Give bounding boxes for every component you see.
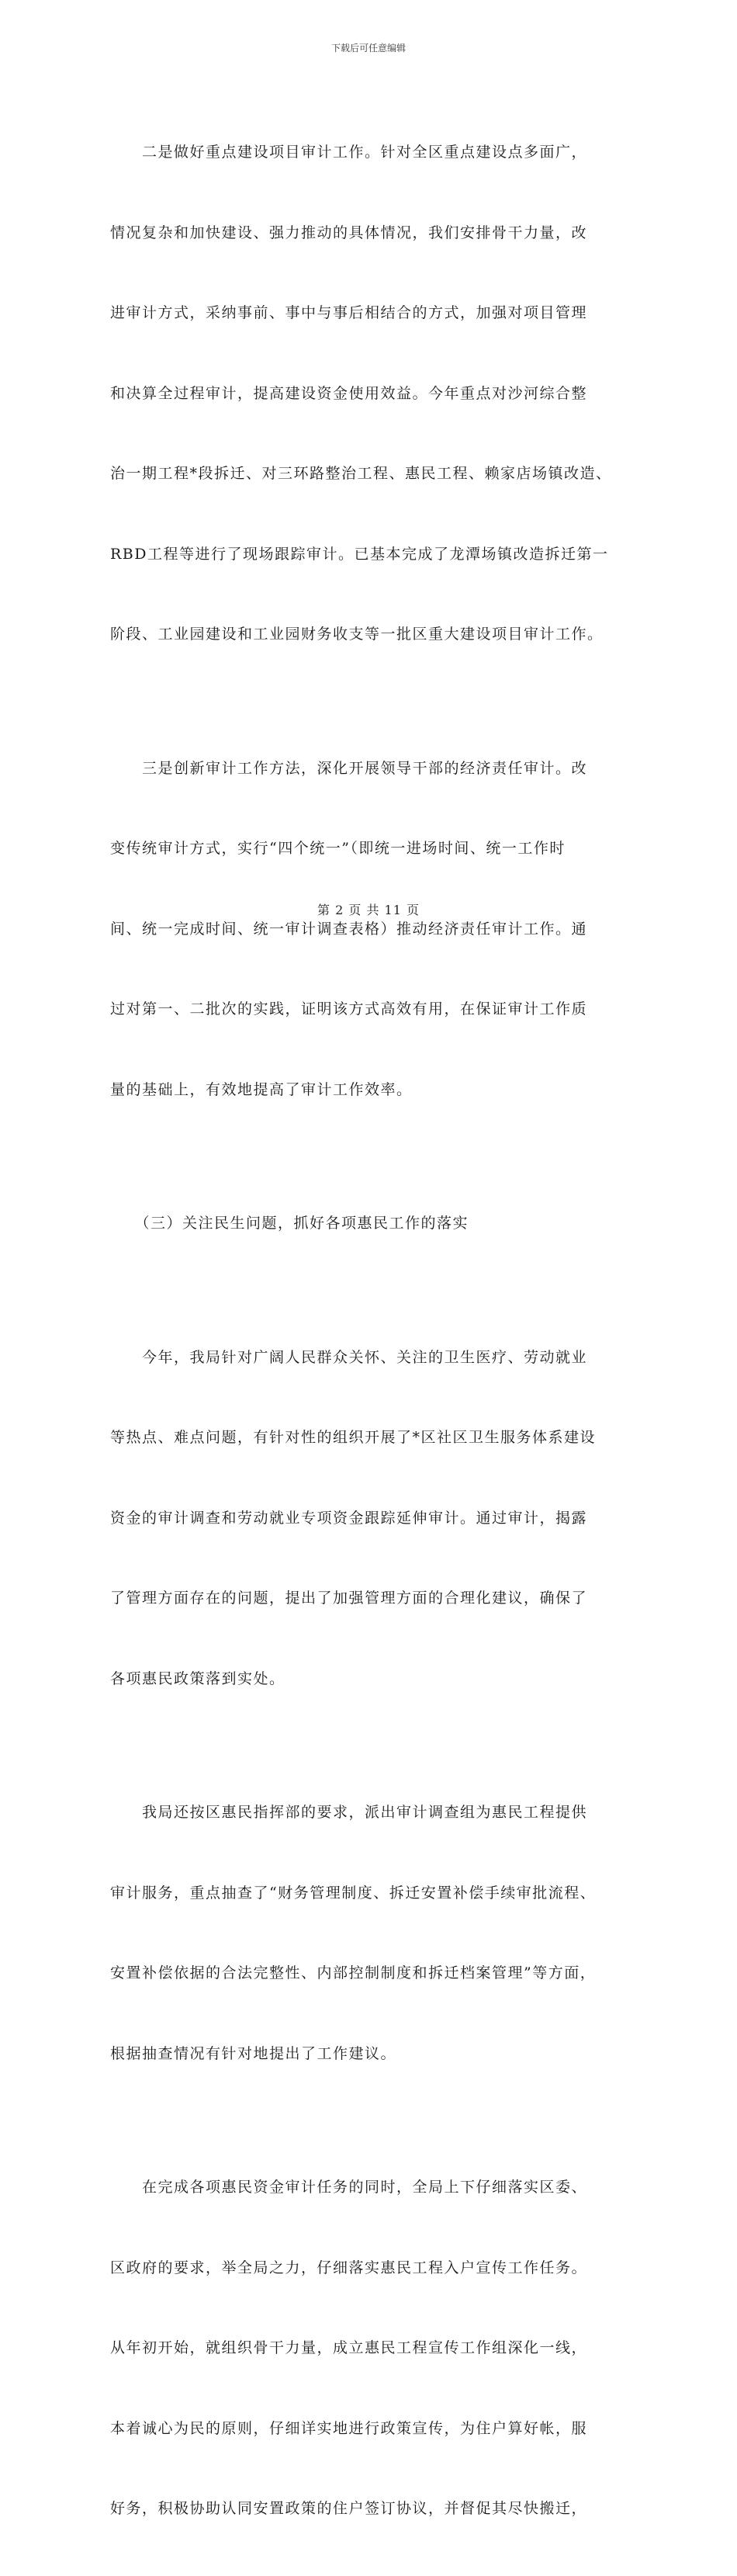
text-line: 情况复杂和加快建设、强力推动的具体情况，我们安排骨干力量，改 xyxy=(110,224,588,241)
text-line: 根据抽查情况有针对地提出了工作建议。 xyxy=(110,2044,397,2062)
text-line: 本着诚心为民的原则，仔细详实地进行政策宣传，为住户算好帐，服 xyxy=(110,2419,588,2437)
text-line: 变传统审计方式，实行“四个统一”（即统一进场时间、统一工作时 xyxy=(110,840,566,857)
paragraph-audit-methods xyxy=(110,702,638,1157)
text-line: 从年初开始，就组织骨干力量，成立惠民工程宣传工作组深化一线， xyxy=(110,2339,588,2356)
text-line: 资金的审计调查和劳动就业专项资金跟踪延伸审计。通过审计，揭露 xyxy=(110,1509,588,1527)
text-line: 审计服务，重点抽查了“财务管理制度、拆迁安置补偿手续审批流程、 xyxy=(110,1884,597,1902)
text-line: 和决算全过程审计，提高建设资金使用效益。今年重点对沙河综合整 xyxy=(110,384,588,402)
text-line: 过对第一、二批次的实践，证明该方式高效有用，在保证审计工作质 xyxy=(110,1000,588,1018)
text-line: 量的基础上，有效地提高了审计工作效率。 xyxy=(110,1080,413,1098)
text-line: 今年，我局针对广阔人民群众关怀、关注的卫生医疗、劳动就业 xyxy=(110,1348,588,1366)
text-line: （三）关注民生问题，抓好各项惠民工作的落实 xyxy=(110,1215,469,1232)
section-heading-livelihood xyxy=(110,1156,638,1291)
text-line: 三是创新审计工作方法，深化开展领导干部的经济责任审计。改 xyxy=(110,759,588,777)
text-line: 各项惠民政策落到实处。 xyxy=(110,1669,285,1687)
text-line: 了管理方面存在的问题，提出了加强管理方面的合理化建议，确保了 xyxy=(110,1590,588,1607)
text-line: 区政府的要求，举全局之力，仔细落实惠民工程入户宣传工作任务。 xyxy=(110,2259,588,2276)
text-line: 阶段、工业园建设和工业园财务收支等一批区重大建设项目审计工作。 xyxy=(110,626,604,643)
text-line: 治一期工程*段拆迁、对三环路整治工程、惠民工程、赖家店场镇改造、 xyxy=(110,465,612,482)
document-body xyxy=(110,85,638,2576)
text-line: RBD工程等进行了现场跟踪审计。已基本完成了龙潭场镇改造拆迁第一 xyxy=(110,545,609,563)
paragraph-key-projects xyxy=(110,85,638,702)
paragraph-health-employment xyxy=(110,1291,638,1746)
text-line: 二是做好重点建设项目审计工作。针对全区重点建设点多面广， xyxy=(110,144,588,161)
text-line: 等热点、难点问题，有针对性的组织开展了*区社区卫生服务体系建设 xyxy=(110,1429,597,1446)
text-line: 在完成各项惠民资金审计任务的同时，全局上下仔细落实区委、 xyxy=(110,2179,588,2196)
text-line: 好务，积极协助认同安置政策的住户签订协议，并督促其尽快搬迁， xyxy=(110,2500,588,2517)
page-number-footer: 第 2 页 共 11 页 xyxy=(317,903,420,917)
text-line: 进审计方式，采纳事前、事中与事后相结合的方式，加强对项目管理 xyxy=(110,304,588,321)
page-header: 下载后可任意编辑 xyxy=(330,43,406,54)
text-line: 我局还按区惠民指挥部的要求，派出审计调查组为惠民工程提供 xyxy=(110,1804,588,1821)
paragraph-audit-services xyxy=(110,1746,638,2120)
text-line: 安置补偿依据的合法完整性、内部控制制度和拆迁档案管理”等方面， xyxy=(110,1964,597,1981)
paragraph-publicity-work xyxy=(110,2120,638,2576)
text-line: 间、统一完成时间、统一审计调查表格）推动经济责任审计工作。通 xyxy=(110,920,588,938)
